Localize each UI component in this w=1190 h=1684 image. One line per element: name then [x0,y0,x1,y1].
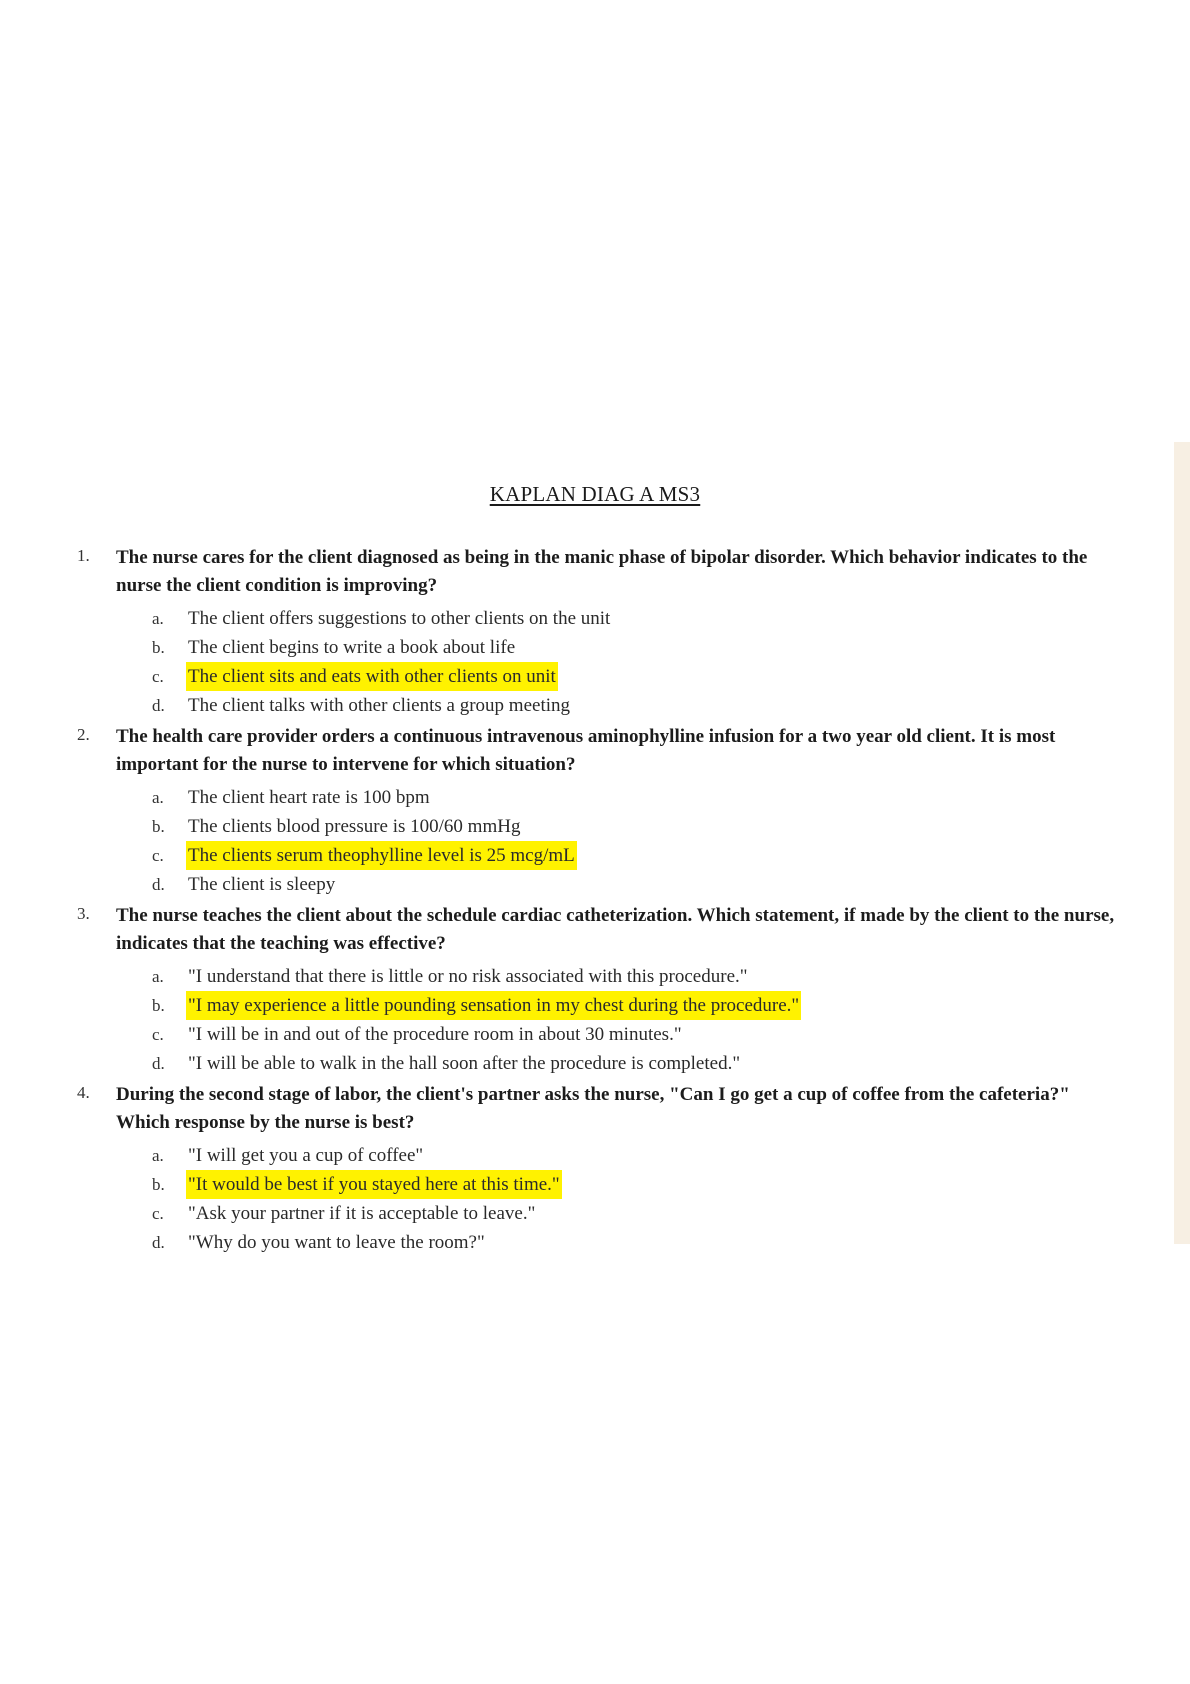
answer-option-a [0,962,1190,991]
option-letter: b. [152,996,165,1015]
question-2 [0,723,1190,899]
option-text: The clients blood pressure is 100/60 mmHg [188,816,521,837]
option-letter: d. [152,1054,165,1073]
option-text: The client talks with other clients a group meeting [188,695,571,716]
answer-option-c [0,1020,1190,1049]
option-text: The client heart rate is 100 bpm [188,787,430,808]
highlighted-answer: The clients serum theophylline level is 25 mcg/mL [186,841,577,870]
option-text: "I will be in and out of the procedure room in about 30 minutes." [188,1024,682,1045]
option-letter: c. [152,1025,164,1044]
question-text: The nurse cares for the client diagnosed as being in the manic phase of bipolar disorder. Which behavior indicates to the nurse the client condition is improving? [116,547,1088,596]
question-number: 2. [77,725,90,744]
answer-option-a [0,604,1190,633]
question-number: 4. [77,1083,90,1102]
answer-option-c [0,841,1190,870]
option-letter: a. [152,967,164,986]
option-letter: c. [152,846,164,865]
option-text: "I will get you a cup of coffee" [188,1145,424,1166]
answer-option-c [0,1199,1190,1228]
answer-option-d [0,1228,1190,1257]
answer-option-b [0,812,1190,841]
answer-option-b [0,633,1190,662]
option-letter: b. [152,1175,165,1194]
option-text: The client offers suggestions to other clients on the unit [188,608,611,629]
answer-option-b [0,1170,1190,1199]
question-3 [0,902,1190,1078]
option-letter: b. [152,817,165,836]
option-text: The client is sleepy [188,874,336,895]
option-letter: a. [152,788,164,807]
option-letter: d. [152,696,165,715]
option-text: The client begins to write a book about life [188,637,516,658]
highlighted-answer: "It would be best if you stayed here at this time." [186,1170,562,1199]
answer-option-b [0,991,1190,1020]
highlighted-answer: The client sits and eats with other clients on unit [186,662,558,691]
question-text: The health care provider orders a continuous intravenous aminophylline infusion for a two year old client. It is most important for the nurse to intervene for which situation? [116,726,1056,775]
option-letter: d. [152,875,165,894]
option-text: "Why do you want to leave the room?" [188,1232,485,1253]
answer-option-a [0,783,1190,812]
option-letter: c. [152,1204,164,1223]
answer-options [0,604,1190,720]
answer-option-c [0,662,1190,691]
question-number: 3. [77,904,90,923]
answer-option-a [0,1141,1190,1170]
question-text: The nurse teaches the client about the schedule cardiac catheterization. Which statement, if made by the client to the nurse, indicates that the teaching was effective? [116,905,1115,954]
option-text: "Ask your partner if it is acceptable to leave." [188,1203,536,1224]
answer-option-d [0,1049,1190,1078]
option-letter: b. [152,638,165,657]
document-title: KAPLAN DIAG A MS3 [489,482,701,506]
option-letter: c. [152,667,164,686]
option-letter: a. [152,609,164,628]
answer-options [0,962,1190,1078]
answer-option-d [0,691,1190,720]
option-text: "I understand that there is little or no risk associated with this procedure." [188,966,748,987]
option-text: "I will be able to walk in the hall soon after the procedure is completed." [188,1053,741,1074]
question-4 [0,1081,1190,1257]
question-list [0,544,1190,1257]
question-1 [0,544,1190,720]
option-letter: d. [152,1233,165,1252]
question-number: 1. [77,546,90,565]
option-letter: a. [152,1146,164,1165]
question-text: During the second stage of labor, the client's partner asks the nurse, "Can I go get a cup of coffee from the cafeteria?" Which response by the nurse is best? [116,1084,1070,1133]
answer-options [0,1141,1190,1257]
highlighted-answer: "I may experience a little pounding sensation in my chest during the procedure." [186,991,801,1020]
answer-options [0,783,1190,899]
answer-option-d [0,870,1190,899]
